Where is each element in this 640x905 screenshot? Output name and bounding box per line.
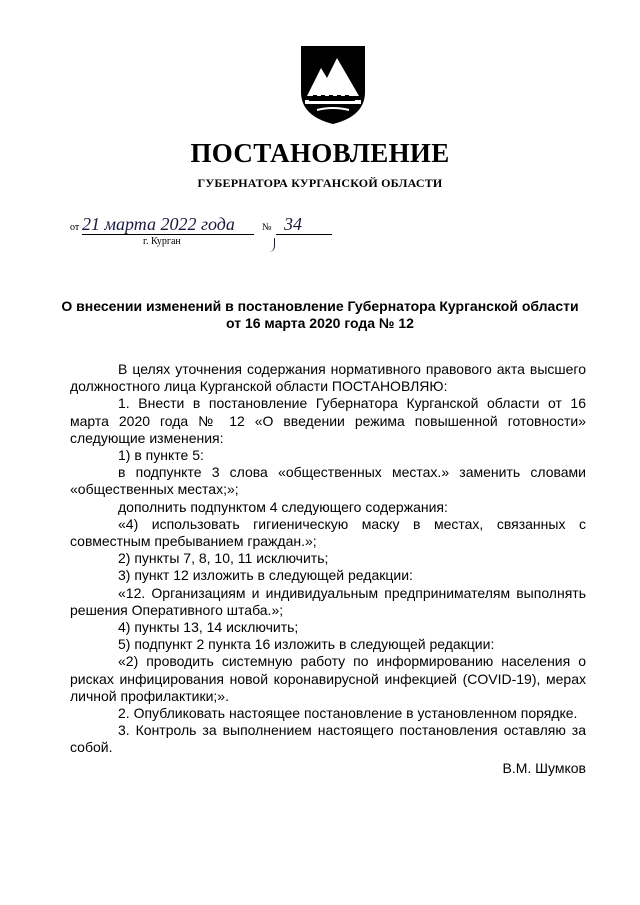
paragraph: «12. Организациям и индивидуальным предпринимателям выполнять решения Оперативного штаба.»; (70, 584, 586, 618)
paragraph: «4) использовать гигиеническую маску в местах, связанных с совместным пребыванием граждан.»; (70, 515, 586, 550)
date-underline (82, 234, 254, 235)
paragraph: 3) пункт 12 изложить в следующей редакции: (118, 567, 413, 584)
heading-line-1: О внесении изменений в постановление Губернатора Курганской области (61, 298, 579, 314)
paragraph: 2) пункты 7, 8, 10, 11 исключить; (118, 550, 329, 567)
paragraph: в подпункте 3 слова «общественных местах.» заменить словами «общественных местах;»; (70, 464, 586, 498)
number-underline (276, 234, 332, 235)
paragraph: 1) в пункте 5: (118, 447, 204, 464)
document-city: г. Курган (143, 236, 181, 247)
paragraph: В целях уточнения содержания нормативного правового акта высшего должностного лица Курганской области ПОСТАНОВЛЯЮ: (70, 361, 586, 395)
paragraph: 4) пункты 13, 14 исключить; (118, 619, 299, 636)
paragraph: «2) проводить системную работу по информированию населения о рисках инфицирования новой коронавирусной инфекцией (COVID-19), мерах личной профилактики;». (70, 653, 586, 704)
coat-of-arms-emblem (299, 44, 367, 126)
paragraph: 5) подпункт 2 пункта 16 изложить в следующей редакции: (118, 636, 495, 653)
document-title: ПОСТАНОВЛЕНИЕ (190, 138, 450, 168)
document-heading (40, 298, 600, 332)
heading-line-2: от 16 марта 2020 года № 12 (226, 315, 414, 331)
document-body (70, 361, 586, 757)
date-prefix-label: от (70, 222, 80, 233)
document-meta (70, 214, 370, 264)
handwritten-mark (266, 238, 275, 252)
number-label: № (262, 222, 272, 233)
document-number: 34 (284, 214, 302, 234)
document-subtitle: ГУБЕРНАТОРА КУРГАНСКОЙ ОБЛАСТИ (197, 176, 443, 190)
paragraph: 1. Внести в постановление Губернатора Курганской области от 16 марта 2020 года № 12 «О введении режима повышенной готовности» следующие изменения: (70, 395, 586, 446)
document-date: 21 марта 2022 года (82, 214, 235, 234)
paragraph: 3. Контроль за выполнением настоящего постановления оставляю за собой. (70, 722, 586, 756)
paragraph: дополнить подпунктом 4 следующего содержания: (118, 498, 448, 515)
paragraph: 2. Опубликовать настоящее постановление в установленном порядке. (118, 705, 578, 722)
signature-name: В.М. Шумков (502, 760, 586, 776)
